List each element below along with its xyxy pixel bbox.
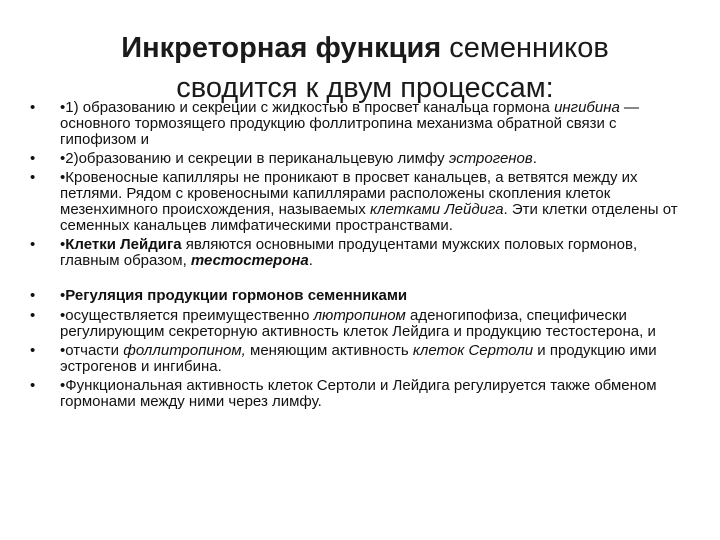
list-item <box>30 170 690 234</box>
list-item <box>30 308 690 340</box>
slide-title <box>60 28 670 108</box>
text-run: Клетки Лейдига <box>65 236 182 253</box>
list-item-text <box>60 237 690 269</box>
list-item-text <box>60 288 690 304</box>
text-run: клетками Лейдига <box>369 201 504 218</box>
text-run: эстрогенов <box>448 150 533 167</box>
bullet-list <box>30 100 690 410</box>
list-item <box>30 100 690 148</box>
text-run: фоллитропином, <box>123 342 246 359</box>
list-item-text <box>60 343 690 375</box>
text-run: клеток Сертоли <box>412 342 534 359</box>
list-item-text <box>60 378 690 410</box>
bullet-marker: • <box>30 169 36 186</box>
list-item-text <box>60 100 690 148</box>
text-run: . <box>308 252 313 269</box>
text-run: . <box>532 150 537 167</box>
title-bold-part: Инкреторная функция <box>121 32 442 64</box>
text-run: и продукцию ими эстрогенов и ингибина. <box>60 342 657 375</box>
text-run: лютропином <box>313 307 406 324</box>
list-item-text <box>60 170 690 234</box>
text-run: •осуществляется преимущественно <box>60 307 314 324</box>
list-item <box>30 237 690 269</box>
text-run: •1) образованию и секреции с жидкостью в просвет канальца гормона <box>60 99 555 116</box>
text-run: меняющим активность <box>245 342 413 359</box>
text-run: ингибина <box>554 99 620 116</box>
bullet-marker: • <box>30 287 36 304</box>
list-item <box>30 378 690 410</box>
text-run: тестостерона <box>190 252 309 269</box>
text-run: •Кровеносные капилляры не проникают в просвет канальцев, а ветвятся между их петлями. Рядом с кровеносными капиллярами расположены скопления клеток мезенхимного происхождения, называемых <box>60 169 638 218</box>
text-run: • <box>60 287 66 304</box>
bullet-marker: • <box>30 307 36 324</box>
bullet-marker: • <box>30 236 36 253</box>
text-run: —основного тормозящего продукцию фоллитропина механизма обратной связи с гипофизом и <box>60 99 639 148</box>
list-item <box>30 151 690 167</box>
title-rest-line1: семенников <box>441 32 609 64</box>
list-item <box>30 343 690 375</box>
text-run: • <box>60 236 66 253</box>
list-item <box>30 288 690 304</box>
text-run: Регуляция продукции гормонов семенниками <box>65 287 408 304</box>
text-run: . Эти клетки отделены от семенных канальцев лимфатическими пространствами. <box>60 201 678 234</box>
text-run: •отчасти <box>60 342 124 359</box>
list-item-text <box>60 151 690 167</box>
bullet-marker: • <box>30 342 36 359</box>
text-run: •2)образованию и секреции в периканальцевую лимфу <box>60 150 449 167</box>
text-run: аденогипофиза, специфически регулирующим секреторную активность клеток Лейдига и продукцию тестостерона, и <box>60 307 656 340</box>
bullet-marker: • <box>30 150 36 167</box>
list-item-text <box>60 308 690 340</box>
text-run: являются основными продуцентами мужских половых гормонов, главным образом, <box>60 236 638 269</box>
bullet-marker: • <box>30 377 36 394</box>
bullet-marker: • <box>30 99 36 116</box>
text-run: •Функциональная активность клеток Сертоли и Лейдига регулируется также обменом гормонами между ними через лимфу. <box>60 377 657 410</box>
title-line2: сводится к двум процессам: <box>176 72 554 104</box>
